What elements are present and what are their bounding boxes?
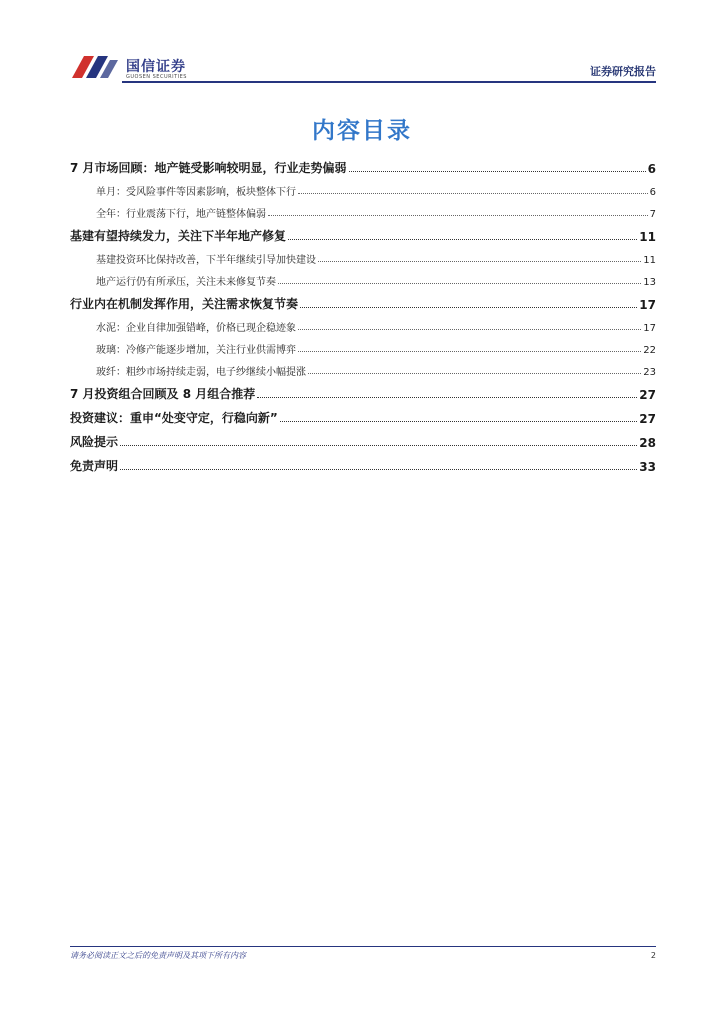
toc-entry-page: 7 [649, 209, 656, 220]
toc-entry-page: 17 [639, 298, 656, 312]
brand-logo [70, 52, 240, 84]
toc-leader-dots [268, 215, 648, 216]
header-divider [122, 81, 656, 83]
toc-entry-page: 23 [643, 367, 656, 378]
toc-entry-title: 单月：受风险事件等因素影响，板块整体下行 [96, 187, 296, 198]
toc-entry-title: 7 月市场回顾：地产链受影响较明显，行业走势偏弱 [70, 161, 347, 175]
toc-entry[interactable] [70, 288, 656, 312]
toc-subentry[interactable] [70, 334, 656, 356]
toc-entry-title: 玻璃：冷修产能逐步增加，关注行业供需博弈 [96, 345, 296, 356]
report-type-label: 证券研究报告 [590, 65, 656, 78]
toc-subentry[interactable] [70, 356, 656, 378]
toc-leader-dots [288, 239, 637, 240]
toc-entry-page: 27 [639, 412, 656, 426]
toc-entry-page: 17 [643, 323, 656, 334]
toc-entry[interactable] [70, 426, 656, 450]
toc-entry-title: 7 月投资组合回顾及 8 月组合推荐 [70, 387, 256, 401]
toc-subentry[interactable] [70, 244, 656, 266]
toc-entry-page: 22 [643, 345, 656, 356]
toc-entry-title: 玻纤：粗纱市场持续走弱，电子纱继续小幅提涨 [96, 367, 306, 378]
toc-entry-title: 基建有望持续发力，关注下半年地产修复 [70, 229, 287, 243]
toc-entry[interactable] [70, 450, 656, 474]
toc-entry-page: 13 [643, 277, 656, 288]
toc-subentry[interactable] [70, 266, 656, 288]
page-number: 2 [650, 951, 656, 960]
toc-entry-title: 基建投资环比保持改善，下半年继续引导加快建设 [96, 255, 316, 266]
toc-entry-page: 11 [639, 230, 656, 244]
guosen-logo-icon [70, 52, 122, 82]
toc-entry-title: 水泥：企业自律加强错峰，价格已现企稳迹象 [96, 323, 296, 334]
toc-title: 内容目录 [312, 118, 412, 144]
brand-english-name: GUOSEN SECURITIES [126, 74, 187, 80]
toc-entry-title: 免责声明 [70, 459, 119, 473]
toc-entry[interactable] [70, 378, 656, 402]
brand-name: 国信证券 [126, 59, 186, 75]
toc-entry-page: 6 [647, 162, 656, 176]
toc-subentry[interactable] [70, 312, 656, 334]
toc-entry-title: 行业内在机制发挥作用，关注需求恢复节奏 [70, 297, 299, 311]
toc-leader-dots [278, 283, 641, 284]
toc-leader-dots [280, 421, 638, 422]
disclaimer-note: 请务必阅读正文之后的免责声明及其项下所有内容 [70, 951, 246, 960]
toc-entry-title: 投资建议：重申“处变守定，行稳向新” [70, 411, 278, 425]
table-of-contents [70, 152, 656, 474]
toc-leader-dots [120, 469, 637, 470]
toc-entry-title: 全年：行业震荡下行，地产链整体偏弱 [96, 209, 266, 220]
toc-entry-title: 地产运行仍有所承压，关注未来修复节奏 [96, 277, 276, 288]
toc-leader-dots [298, 351, 641, 352]
toc-entry[interactable] [70, 220, 656, 244]
toc-leader-dots [120, 445, 637, 446]
toc-entry-page: 27 [639, 388, 656, 402]
toc-entry-page: 6 [649, 187, 656, 198]
toc-entry[interactable] [70, 402, 656, 426]
page-header [70, 50, 656, 90]
toc-entry-page: 33 [639, 460, 656, 474]
toc-entry-title: 风险提示 [70, 435, 119, 449]
toc-leader-dots [298, 193, 648, 194]
toc-subentry[interactable] [70, 198, 656, 220]
toc-leader-dots [298, 329, 641, 330]
toc-subentry[interactable] [70, 176, 656, 198]
toc-leader-dots [308, 373, 641, 374]
toc-leader-dots [349, 171, 646, 172]
toc-entry[interactable] [70, 152, 656, 176]
toc-leader-dots [318, 261, 641, 262]
footer-divider [70, 946, 656, 947]
toc-leader-dots [257, 397, 637, 398]
toc-leader-dots [300, 307, 637, 308]
toc-entry-page: 11 [643, 255, 656, 266]
toc-entry-page: 28 [639, 436, 656, 450]
